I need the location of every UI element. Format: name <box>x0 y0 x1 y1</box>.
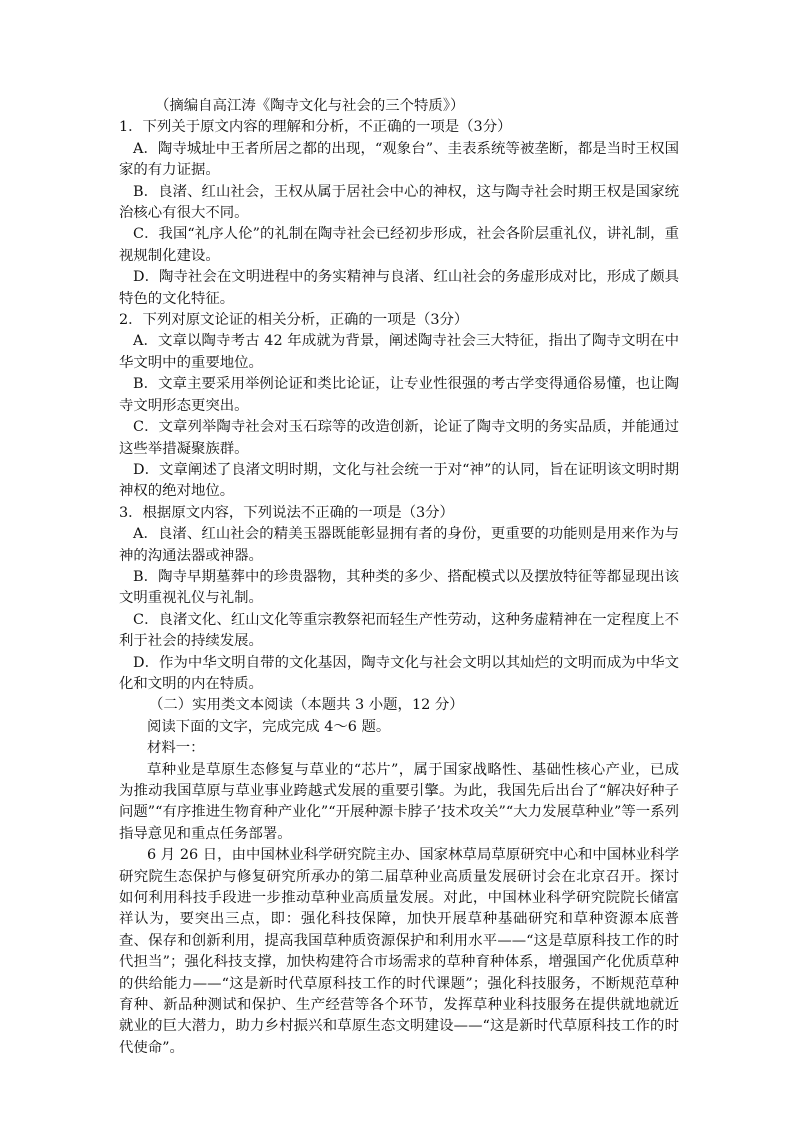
section-heading: （二）实用类文本阅读（本题共 3 小题，12 分） <box>149 697 464 714</box>
material-paragraph-2: 6 月 26 日，由中国林业科学研究院主办、国家林草局草原研究中心和中国林业科学研究院生态保护与修复研究所承办的第二届草种业高质量发展研讨会在北京召开。探讨如何利用科技手段进一步推动草种业高质量发展。对此，中国林业科学研究院院长储富祥认为，要突出三点，即：强化科技保障，加快开展草种基础研究和草种资源本底普查、保存和创新利用，提高我国草种质资源保护和利用水平——“这是草原科技工作的时代担当”；强化科技支撑，加快构建符合市场需求的草种育种体系，增强国产化优质草种的供给能力——“这是新时代草原科技工作的时代课题”；强化科技服务，不断规范草种育种、新品种测试和保护、生产经营等各个环节，发挥草种业科技服务在提供就地就近就业的巨大潜力，助力乡村振兴和草原生态文明建设——“这是新时代草原科技工作的时代使命”。 <box>119 847 679 1056</box>
option-d: D．文章阐述了良渚文明时期，文化与社会统一于对“神”的认同，旨在证明该文明时期神权的绝对地位。 <box>119 461 679 500</box>
option-a: A．陶寺城址中王者所居之都的出现，“观象台”、圭表系统等被垄断，都是当时王权国家的有力证据。 <box>119 140 679 179</box>
question-1 <box>119 117 679 310</box>
source-citation: （摘编自高江涛《陶寺文化与社会的三个特质》） <box>155 98 465 114</box>
question-stem: 3．根据原文内容，下列说法不正确的一项是（3分） <box>119 504 454 521</box>
option-c: C．文章列举陶寺社会对玉石琮等的改造创新，论证了陶寺文明的务实品质，并能通过这些举措凝聚族群。 <box>119 419 679 457</box>
question-stem: 2．下列对原文论证的相关分析，正确的一项是（3分） <box>119 312 469 329</box>
option-c: C．良渚文化、红山文化等重宗教祭祀而轻生产性劳动，这种务虚精神在一定程度上不利于社会的持续发展。 <box>119 611 679 650</box>
option-d: D．陶寺社会在文明进程中的务实精神与良渚、红山社会的务虚形成对比，形成了颇具特色的文化特征。 <box>119 269 679 307</box>
option-a: A．文章以陶寺考古 42 年成就为背景，阐述陶寺社会三大特征，指出了陶寺文明在中华文明中的重要地位。 <box>119 333 679 371</box>
option-d: D．作为中华文明自带的文化基因，陶寺文化与社会文明以其灿烂的文明而成为中华文化和文明的内在特质。 <box>119 654 679 692</box>
reading-instruction: 阅读下面的文字，完成完成 4～6 题。 <box>147 718 391 735</box>
question-3 <box>119 503 679 696</box>
material-paragraph-1: 草种业是草原生态修复与草业的“芯片”，属于国家战略性、基础性核心产业，已成为推动我国草原与草业事业跨越式发展的重要引擎。为此，我国先后出台了“解决好种子问题”“有序推进生物育种产业化”“开展种源卡脖子’技术攻关”“大力发展草种业”等一系列指导意见和重点任务部署。 <box>119 761 679 842</box>
option-b: B．陶寺早期墓葬中的珍贵器物，其种类的多少、搭配模式以及摆放特征等都显现出该文明重视礼仪与礼制。 <box>119 568 679 607</box>
option-b: B．文章主要采用举例论证和类比论证，让专业性很强的考古学变得通俗易懂，也让陶寺文明形态更突出。 <box>119 376 679 414</box>
material-label: 材料一： <box>147 740 205 757</box>
option-b: B．良渚、红山社会，王权从属于居社会中心的神权，这与陶寺社会时期王权是国家统治核心有很大不同。 <box>119 183 679 222</box>
question-stem: 1．下列关于原文内容的理解和分析，不正确的一项是（3分） <box>119 119 512 136</box>
document-page <box>119 96 679 1059</box>
option-c: C．我国“礼序人伦”的礼制在陶寺社会已经初步形成，社会各阶层重礼仪，讲礼制，重视规制化建设。 <box>119 226 679 264</box>
option-a: A．良渚、红山社会的精美玉器既能彰显拥有者的身份，更重要的功能则是用来作为与神的沟通法器或神器。 <box>119 526 679 564</box>
question-2 <box>119 310 679 503</box>
